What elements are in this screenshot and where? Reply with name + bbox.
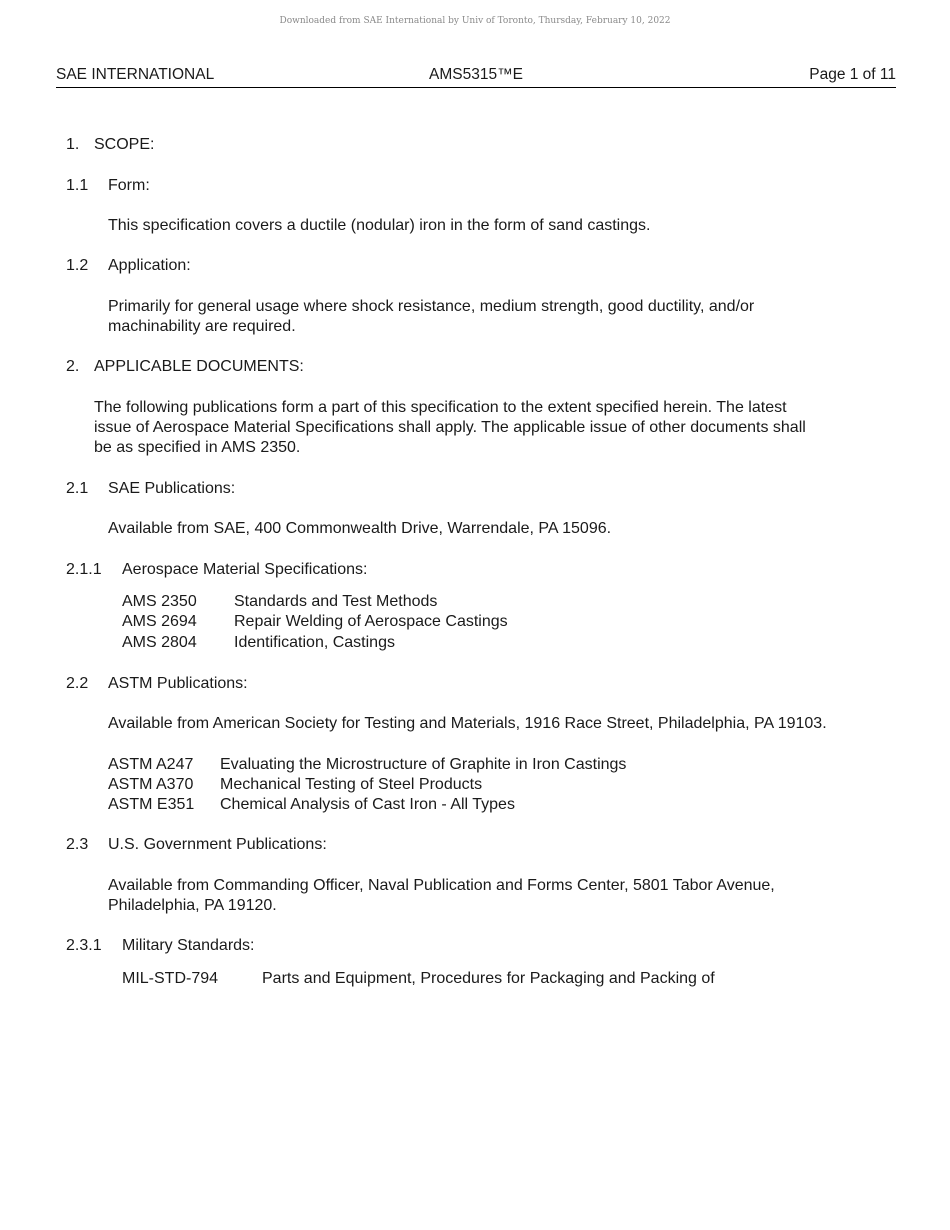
section-2-1-1-number: 2.1.1 (66, 561, 102, 578)
section-1-title: SCOPE: (94, 136, 155, 153)
section-2-3-1-title: Military Standards: (122, 937, 255, 954)
section-2-2-text: Available from American Society for Testing and Materials, 1916 Race Street, Philadelphia, PA 19103. (108, 715, 827, 732)
ams-description: Standards and Test Methods (234, 593, 438, 610)
header-page-number: Page 1 of 11 (809, 66, 896, 83)
section-2-text-line2: issue of Aerospace Material Specifications shall apply. The applicable issue of other documents shall (94, 419, 806, 436)
section-2-3-text-line2: Philadelphia, PA 19120. (108, 897, 277, 914)
section-2-2-title: ASTM Publications: (108, 675, 248, 692)
section-2-text-line3: be as specified in AMS 2350. (94, 439, 301, 456)
section-2-3-1-number: 2.3.1 (66, 937, 102, 954)
section-2-3-text-line1: Available from Commanding Officer, Naval Publication and Forms Center, 5801 Tabor Avenue, (108, 877, 775, 894)
section-1-1-text: This specification covers a ductile (nodular) iron in the form of sand castings. (108, 217, 651, 234)
section-1-2-text-line2: machinability are required. (108, 318, 296, 335)
download-notice: Downloaded from SAE International by Univ of Toronto, Thursday, February 10, 2022 (279, 16, 671, 26)
section-1-number: 1. (66, 136, 80, 153)
section-2-text-line1: The following publications form a part of this specification to the extent specified herein. The latest (94, 399, 787, 416)
ams-description: Repair Welding of Aerospace Castings (234, 613, 508, 630)
section-2-1-number: 2.1 (66, 480, 89, 497)
section-1-2-title: Application: (108, 257, 191, 274)
ams-description: Identification, Castings (234, 634, 395, 651)
mil-std-code: MIL-STD-794 (122, 970, 219, 987)
section-2-1-text: Available from SAE, 400 Commonwealth Drive, Warrendale, PA 15096. (108, 520, 612, 537)
section-1-1-number: 1.1 (66, 177, 89, 194)
section-2-number: 2. (66, 358, 80, 375)
astm-description: Mechanical Testing of Steel Products (220, 776, 483, 793)
ams-code: AMS 2804 (122, 634, 197, 651)
section-2-3-title: U.S. Government Publications: (108, 836, 327, 853)
section-1-1-title: Form: (108, 177, 150, 194)
astm-code: ASTM E351 (108, 796, 195, 813)
section-2-3-number: 2.3 (66, 836, 89, 853)
astm-description: Evaluating the Microstructure of Graphite in Iron Castings (220, 756, 627, 773)
section-2-title: APPLICABLE DOCUMENTS: (94, 358, 304, 375)
ams-code: AMS 2350 (122, 593, 197, 610)
astm-code: ASTM A370 (108, 776, 194, 793)
astm-description: Chemical Analysis of Cast Iron - All Types (220, 796, 515, 813)
section-2-1-1-title: Aerospace Material Specifications: (122, 561, 368, 578)
mil-std-description: Parts and Equipment, Procedures for Packaging and Packing of (262, 970, 715, 987)
astm-code: ASTM A247 (108, 756, 194, 773)
header-org: SAE INTERNATIONAL (56, 66, 215, 83)
section-1-2-text-line1: Primarily for general usage where shock resistance, medium strength, good ductility, and/or (108, 298, 755, 315)
ams-code: AMS 2694 (122, 613, 197, 630)
section-2-1-title: SAE Publications: (108, 480, 236, 497)
header-doc-number: AMS5315™E (429, 66, 523, 83)
section-1-2-number: 1.2 (66, 257, 89, 274)
page-header (56, 66, 896, 88)
section-2-2-number: 2.2 (66, 675, 89, 692)
